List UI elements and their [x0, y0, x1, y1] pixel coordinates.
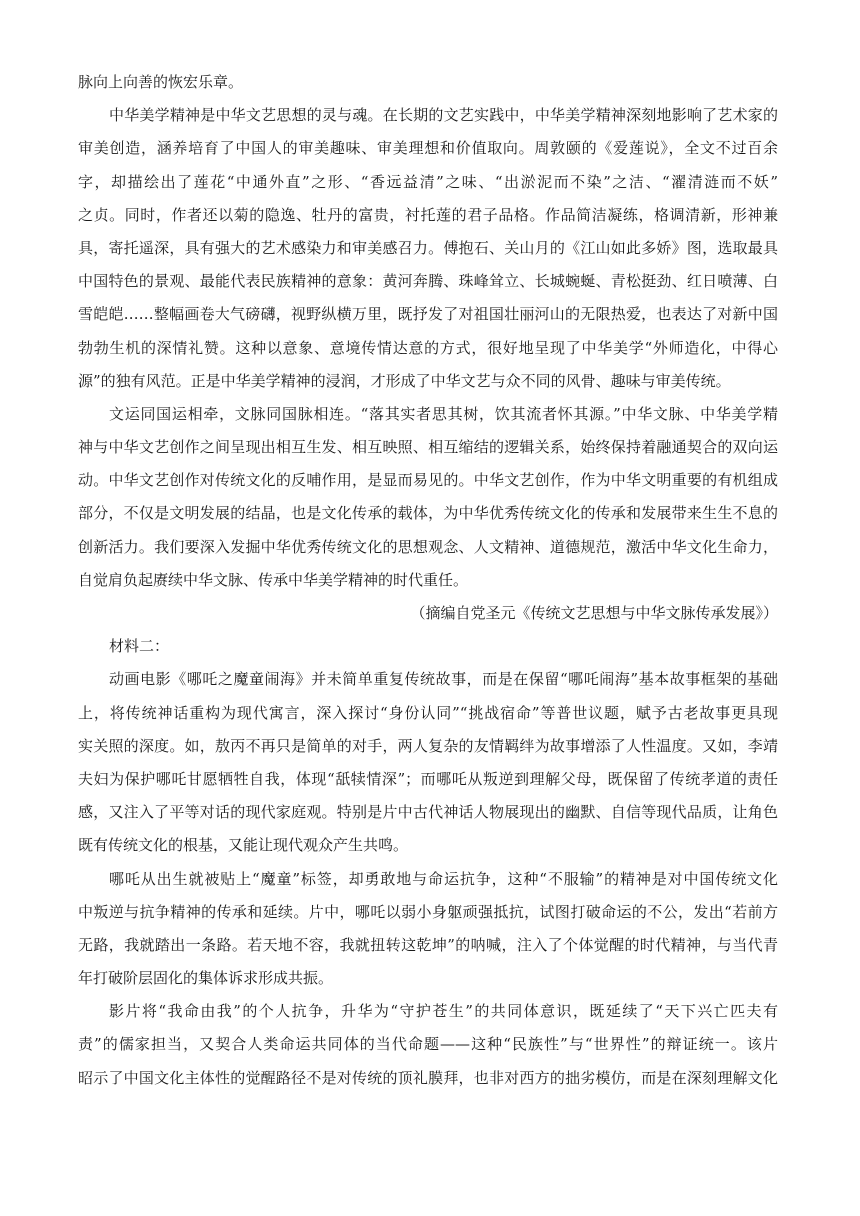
document-page	[78, 66, 778, 1095]
source-citation: （摘编自党圣元《传统文艺思想与中华文脉传承发展》）	[410, 604, 778, 622]
text-line: 既有传统文化的根基，又能让现代观众产生共鸣。	[78, 836, 409, 855]
text-line: 创新活力。我们要深入发掘中华优秀传统文化的思想观念、人文精神、道德规范，激活中华文化生命力，	[78, 537, 778, 556]
text-line: 文运同国运相牵，文脉同国脉相连。“落其实者思其树，饮其流者怀其源。”中华文脉、中华美学精	[109, 404, 778, 423]
text-line: 源”的独有风范。正是中华美学精神的浸润，才形成了中华文艺与众不同的风骨、趣味与审美传统。	[78, 371, 731, 390]
text-line: 勃勃生机的深情礼赞。这种以意象、意境传情达意的方式，很好地呈现了中华美学“外师造化，中得心	[78, 338, 778, 357]
text-line: 神与中华文艺创作之间呈现出相互生发、相互映照、相互缩结的逻辑关系，始终保持着融通契合的双向运	[78, 438, 778, 457]
text-line: 之贞。同时，作者还以菊的隐逸、牡丹的富贵，衬托莲的君子品格。作品简洁凝练，格调清新，形神兼	[78, 205, 778, 224]
text-line: 审美创造，涵养培育了中国人的审美趣味、审美理想和价值取向。周敦颐的《爱莲说》，全文不过百余	[78, 139, 778, 158]
text-line: 雪皑皑……整幅画卷大气磅礴，视野纵横万里，既抒发了对祖国壮丽河山的无限热爱，也表达了对新中国	[78, 305, 778, 324]
text-line: 年打破阶层固化的集体诉求形成共振。	[78, 969, 334, 988]
text-line: 上，将传统神话重构为现代寓言，深入探讨“身份认同”“挑战宿命”等普世议题，赋予古老故事更具现	[78, 703, 778, 722]
text-line: 哪吒从出生就被贴上“魔童”标签，却勇敢地与命运抗争，这种“不服输”的精神是对中国传统文化	[109, 869, 778, 888]
text-line: 无路，我就踏出一条路。若天地不容，我就扭转这乾坤”的呐喊，注入了个体觉醒的时代精神，与当代青	[78, 935, 778, 954]
text-line: 实关照的深度。如，敖丙不再只是简单的对手，两人复杂的友情羁绊为故事增添了人性温度。又如，李靖	[78, 736, 778, 755]
text-line: 中华美学精神是中华文艺思想的灵与魂。在长期的文艺实践中，中华美学精神深刻地影响了艺术家的	[109, 106, 778, 125]
text-line: 夫妇为保护哪吒甘愿牺牲自我，体现“舐犊情深”；而哪吒从叛逆到理解父母，既保留了传统孝道的责任	[78, 769, 778, 788]
section-heading: 材料二：	[109, 637, 170, 656]
text-line: 自觉肩负起赓续中华文脉、传承中华美学精神的时代重任。	[78, 570, 469, 589]
text-line: 具，寄托遥深，具有强大的艺术感染力和审美感召力。傅抱石、关山月的《江山如此多娇》图，选取最具	[78, 238, 778, 257]
text-line: 中国特色的景观、最能代表民族精神的意象：黄河奔腾、珠峰耸立、长城蜿蜒、青松挺劲、红日喷薄、白	[78, 272, 778, 291]
text-line: 责”的儒家担当，又契合人类命运共同体的当代命题——这种“民族性”与“世界性”的辩证统一。该片	[78, 1035, 778, 1054]
text-line: 感，又注入了平等对话的现代家庭观。特别是片中古代神话人物展现出的幽默、自信等现代品质，让角色	[78, 803, 778, 822]
text-line: 影片将“我命由我”的个人抗争，升华为“守护苍生”的共同体意识，既延续了“天下兴亡匹夫有	[109, 1002, 778, 1021]
text-line: 字，却描绘出了莲花“中通外直”之形、“香远益清”之味、“出淤泥而不染”之洁、“濯清涟而不妖”	[78, 172, 778, 191]
text-line: 昭示了中国文化主体性的觉醒路径不是对传统的顶礼膜拜，也非对西方的拙劣模仿，而是在深刻理解文化	[78, 1068, 778, 1087]
text-line: 中叛逆与抗争精神的传承和延续。片中，哪吒以弱小身躯顽强抵抗，试图打破命运的不公，发出“若前方	[78, 902, 778, 921]
text-line: 动画电影《哪吒之魔童闹海》并未简单重复传统故事，而是在保留“哪吒闹海”基本故事框架的基础	[109, 670, 778, 689]
text-line: 部分，不仅是文明发展的结晶，也是文化传承的载体，为中华优秀传统文化的传承和发展带来生生不息的	[78, 504, 778, 523]
text-line: 脉向上向善的恢宏乐章。	[78, 73, 244, 91]
text-line: 动。中华文艺创作对传统文化的反哺作用，是显而易见的。中华文艺创作，作为中华文明重要的有机组成	[78, 471, 778, 490]
